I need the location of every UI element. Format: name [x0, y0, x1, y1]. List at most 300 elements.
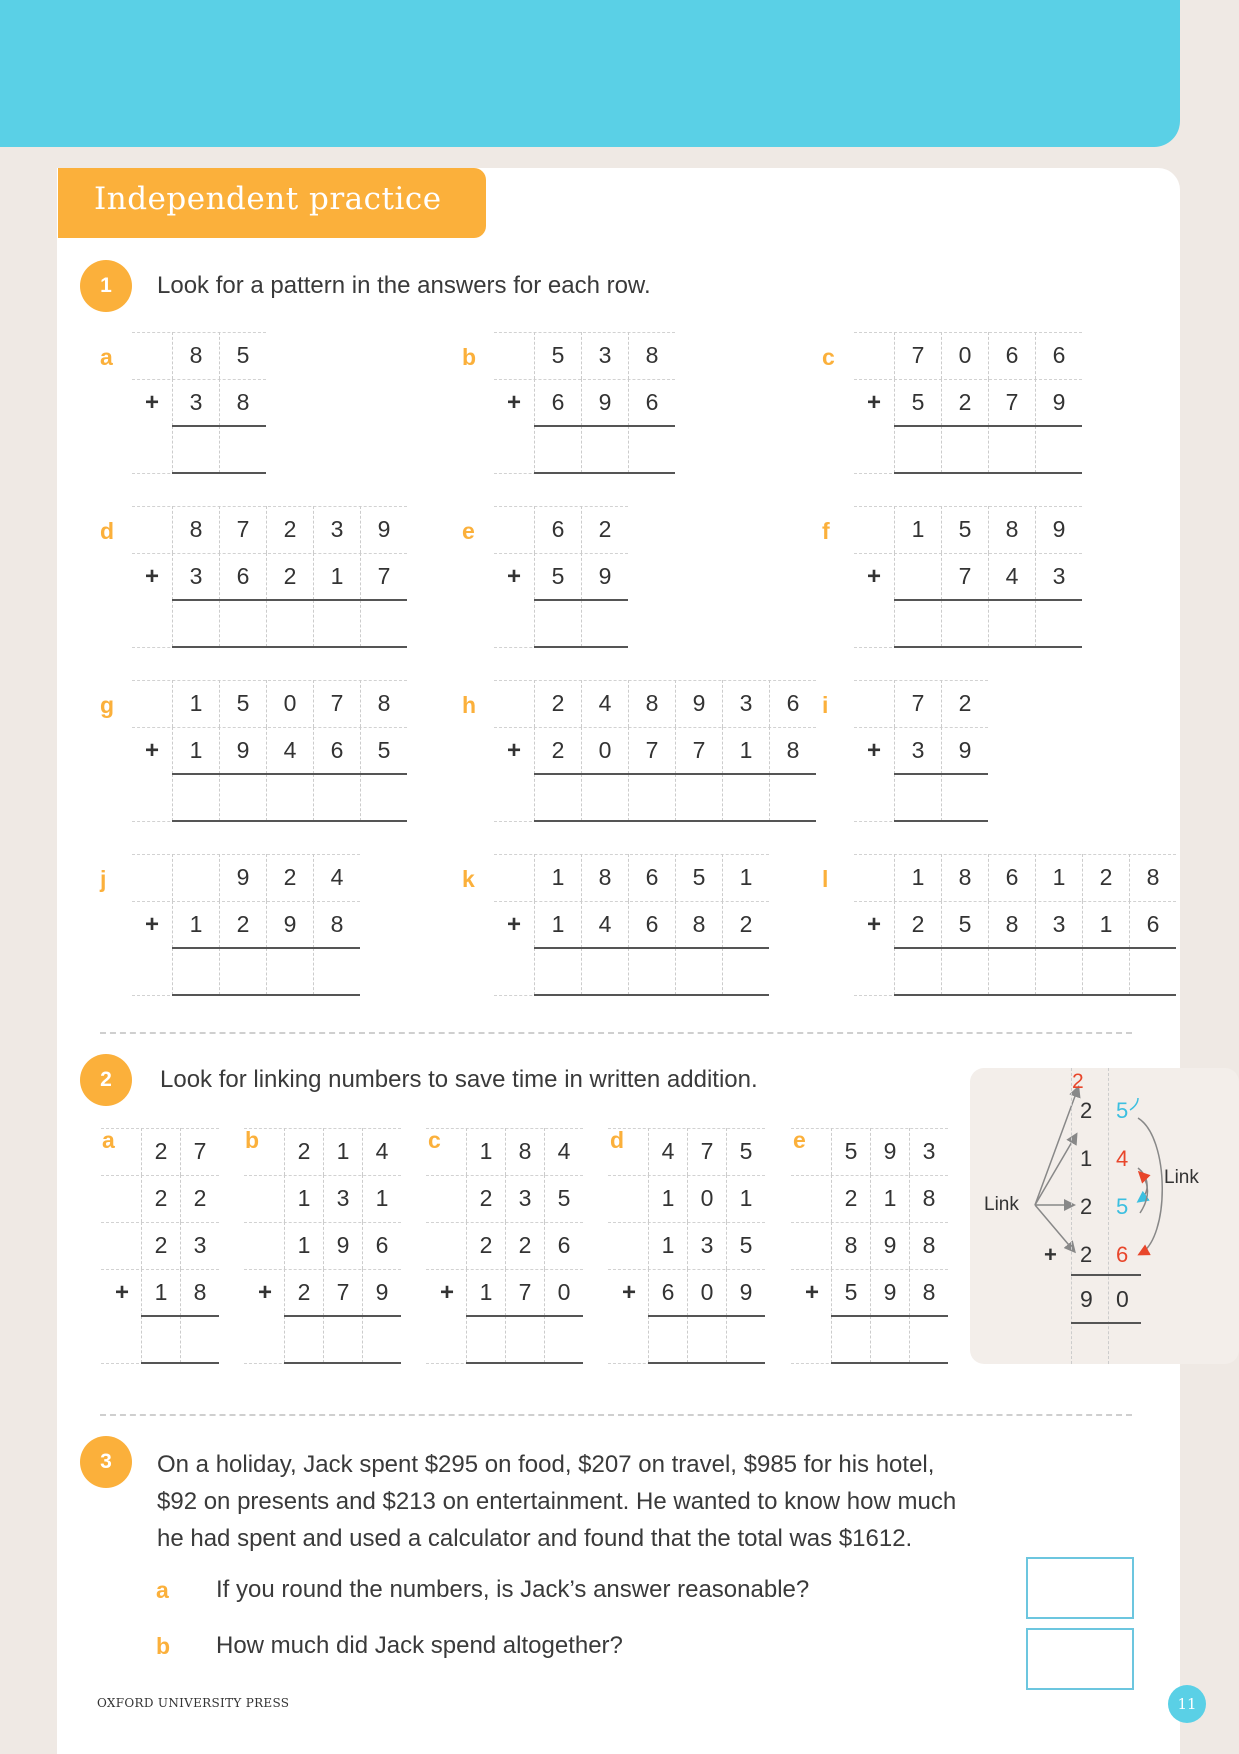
- digit-cell: 9: [581, 379, 628, 426]
- digit-cell: 3: [313, 506, 360, 553]
- plus-sign: +: [867, 736, 882, 764]
- answer-cell[interactable]: [941, 774, 988, 821]
- digit-cell: 6: [219, 553, 266, 600]
- digit-cell: 7: [988, 379, 1035, 426]
- plus-sign: +: [867, 910, 882, 938]
- answer-cell[interactable]: [180, 1316, 219, 1363]
- answer-cell[interactable]: [628, 426, 675, 473]
- digit-cell: 3: [722, 680, 769, 727]
- answer-cell[interactable]: [266, 774, 313, 821]
- digit-cell: 5: [831, 1269, 870, 1316]
- digit-cell: 4: [648, 1128, 687, 1175]
- digit-cell: 9: [581, 553, 628, 600]
- answer-cell[interactable]: [988, 426, 1035, 473]
- example-link-label-right: Link: [1164, 1167, 1199, 1188]
- digit-cell: 7: [628, 727, 675, 774]
- sum-rule: [831, 1362, 948, 1364]
- digit-cell: 7: [894, 332, 941, 379]
- digit-cell: 1: [722, 854, 769, 901]
- answer-cell[interactable]: [722, 948, 769, 995]
- digit-cell: 8: [909, 1222, 948, 1269]
- digit-cell: 9: [941, 727, 988, 774]
- digit-cell: 5: [544, 1175, 583, 1222]
- plus-sign: +: [507, 388, 522, 416]
- answer-cell[interactable]: [1035, 426, 1082, 473]
- answer-cell[interactable]: [313, 948, 360, 995]
- answer-cell[interactable]: [219, 948, 266, 995]
- sum-rule: [172, 472, 266, 474]
- problem-letter: h: [462, 692, 477, 718]
- digit-cell: 0: [544, 1269, 583, 1316]
- publisher-footer: OXFORD UNIVERSITY PRESS: [97, 1696, 290, 1710]
- question-2-text: Look for linking numbers to save time in written addition.: [160, 1066, 758, 1093]
- digit-cell: 2: [722, 901, 769, 948]
- question-2-number: 2: [80, 1054, 132, 1106]
- answer-cell[interactable]: [988, 948, 1035, 995]
- sum-rule: [831, 1315, 948, 1317]
- digit-cell: 2: [1082, 854, 1129, 901]
- digit-cell: [894, 553, 941, 600]
- sum-rule: [894, 425, 1082, 427]
- digit-cell: 2: [534, 680, 581, 727]
- answer-cell[interactable]: [466, 1316, 505, 1363]
- answer-cell[interactable]: [219, 426, 266, 473]
- digit-cell: 1: [726, 1175, 765, 1222]
- example-digit: 2: [1080, 1242, 1093, 1267]
- answer-box-b[interactable]: [1026, 1628, 1134, 1690]
- example-digit: 1: [1080, 1146, 1093, 1171]
- sum-rule: [172, 425, 266, 427]
- digit-cell: 4: [544, 1128, 583, 1175]
- digit-cell: 8: [909, 1269, 948, 1316]
- question-3-line: he had spent and used a calculator and found that the total was $1612.: [157, 1525, 913, 1552]
- digit-cell: 4: [581, 680, 628, 727]
- digit-cell: 6: [988, 332, 1035, 379]
- answer-cell[interactable]: [284, 1316, 323, 1363]
- answer-cell[interactable]: [628, 948, 675, 995]
- digit-cell: 7: [505, 1269, 544, 1316]
- digit-cell: 1: [323, 1128, 362, 1175]
- sum-rule: [534, 820, 816, 822]
- answer-cell[interactable]: [172, 426, 219, 473]
- example-digit: 5: [1116, 1098, 1129, 1123]
- digit-cell: 1: [313, 553, 360, 600]
- answer-cell[interactable]: [534, 426, 581, 473]
- example-plus-sign: +: [1044, 1242, 1057, 1267]
- answer-cell[interactable]: [831, 1316, 870, 1363]
- digit-cell: 2: [534, 727, 581, 774]
- question-1-text: Look for a pattern in the answers for each row.: [157, 272, 651, 299]
- digit-cell: 8: [941, 854, 988, 901]
- linking-example-panel: [970, 1068, 1239, 1364]
- digit-cell: 3: [581, 332, 628, 379]
- digit-cell: 1: [141, 1269, 180, 1316]
- digit-cell: 8: [988, 506, 1035, 553]
- digit-cell: 1: [284, 1222, 323, 1269]
- answer-cell[interactable]: [894, 426, 941, 473]
- digit-cell: 1: [894, 854, 941, 901]
- example-total-digit: 9: [1080, 1286, 1093, 1312]
- sum-rule: [466, 1362, 583, 1364]
- answer-cell[interactable]: [505, 1316, 544, 1363]
- sum-rule: [894, 646, 1082, 648]
- digit-cell: 5: [360, 727, 407, 774]
- answer-cell[interactable]: [266, 600, 313, 647]
- answer-cell[interactable]: [941, 426, 988, 473]
- plus-sign: +: [507, 910, 522, 938]
- sum-rule: [172, 599, 407, 601]
- digit-cell: 9: [726, 1269, 765, 1316]
- plus-sign: +: [867, 562, 882, 590]
- example-rule: [1071, 1274, 1141, 1276]
- link-arrows: [970, 1068, 1239, 1364]
- problem-letter: d: [610, 1127, 625, 1153]
- answer-cell[interactable]: [141, 1316, 180, 1363]
- digit-cell: 4: [581, 901, 628, 948]
- digit-cell: 1: [172, 901, 219, 948]
- plus-sign: +: [258, 1278, 273, 1306]
- digit-cell: 1: [1035, 854, 1082, 901]
- digit-cell: 3: [687, 1222, 726, 1269]
- digit-cell: 2: [831, 1175, 870, 1222]
- sum-rule: [894, 472, 1082, 474]
- answer-cell[interactable]: [360, 774, 407, 821]
- digit-cell: 6: [534, 506, 581, 553]
- section-divider: [100, 1032, 1132, 1034]
- sum-rule: [894, 994, 1176, 996]
- digit-cell: 6: [362, 1222, 401, 1269]
- digit-cell: 9: [219, 854, 266, 901]
- answer-cell[interactable]: [870, 1316, 909, 1363]
- answer-cell[interactable]: [172, 600, 219, 647]
- digit-cell: 1: [722, 727, 769, 774]
- answer-cell[interactable]: [534, 948, 581, 995]
- sum-rule: [284, 1362, 401, 1364]
- digit-cell: 2: [141, 1128, 180, 1175]
- answer-cell[interactable]: [941, 600, 988, 647]
- sum-rule: [534, 646, 628, 648]
- digit-cell: 6: [628, 854, 675, 901]
- digit-cell: 3: [505, 1175, 544, 1222]
- answer-cell[interactable]: [1035, 600, 1082, 647]
- sum-rule: [534, 994, 769, 996]
- digit-cell: 9: [219, 727, 266, 774]
- answer-cell[interactable]: [628, 774, 675, 821]
- digit-cell: 7: [675, 727, 722, 774]
- digit-cell: 3: [172, 379, 219, 426]
- answer-cell[interactable]: [769, 774, 816, 821]
- answer-cell[interactable]: [534, 774, 581, 821]
- digit-cell: 0: [687, 1269, 726, 1316]
- digit-cell: 1: [362, 1175, 401, 1222]
- digit-cell: 3: [323, 1175, 362, 1222]
- answer-box-a[interactable]: [1026, 1557, 1134, 1619]
- digit-cell: 2: [141, 1222, 180, 1269]
- plus-sign: +: [805, 1278, 820, 1306]
- digit-cell: 1: [466, 1269, 505, 1316]
- digit-cell: 7: [323, 1269, 362, 1316]
- digit-cell: 9: [870, 1269, 909, 1316]
- digit-cell: 0: [941, 332, 988, 379]
- question-3-line: On a holiday, Jack spent $295 on food, $207 on travel, $985 for his hotel,: [157, 1451, 935, 1478]
- digit-cell: 7: [941, 553, 988, 600]
- example-digit: 5: [1116, 1194, 1129, 1219]
- digit-cell: 5: [675, 854, 722, 901]
- digit-cell: 6: [544, 1222, 583, 1269]
- answer-cell[interactable]: [722, 774, 769, 821]
- part-b-text: How much did Jack spend altogether?: [216, 1632, 623, 1659]
- digit-cell: 8: [769, 727, 816, 774]
- digit-cell: 1: [172, 727, 219, 774]
- digit-cell: 1: [534, 854, 581, 901]
- digit-cell: 6: [534, 379, 581, 426]
- problem-letter: l: [822, 866, 829, 892]
- digit-cell: 2: [581, 506, 628, 553]
- digit-cell: 8: [505, 1128, 544, 1175]
- digit-cell: 2: [284, 1128, 323, 1175]
- sum-rule: [534, 773, 816, 775]
- digit-cell: 0: [581, 727, 628, 774]
- digit-cell: 9: [675, 680, 722, 727]
- digit-cell: 8: [172, 506, 219, 553]
- part-a-letter: a: [156, 1577, 169, 1603]
- plus-sign: +: [145, 736, 160, 764]
- answer-cell[interactable]: [581, 600, 628, 647]
- answer-cell[interactable]: [894, 600, 941, 647]
- digit-cell: 6: [313, 727, 360, 774]
- answer-cell[interactable]: [648, 1316, 687, 1363]
- example-total-digit: 0: [1116, 1286, 1129, 1312]
- answer-cell[interactable]: [534, 600, 581, 647]
- answer-cell[interactable]: [675, 774, 722, 821]
- example-carry: 2: [1072, 1070, 1084, 1093]
- sum-rule: [534, 472, 675, 474]
- digit-cell: 2: [266, 506, 313, 553]
- sum-rule: [141, 1315, 219, 1317]
- answer-cell[interactable]: [675, 948, 722, 995]
- digit-cell: 4: [362, 1128, 401, 1175]
- digit-cell: 5: [219, 680, 266, 727]
- plus-sign: +: [507, 736, 522, 764]
- answer-cell[interactable]: [988, 600, 1035, 647]
- plus-sign: +: [507, 562, 522, 590]
- digit-cell: 9: [1035, 506, 1082, 553]
- answer-cell[interactable]: [266, 948, 313, 995]
- digit-cell: 2: [941, 680, 988, 727]
- digit-cell: 2: [466, 1222, 505, 1269]
- example-digit: 6: [1116, 1242, 1129, 1267]
- digit-cell: 6: [1035, 332, 1082, 379]
- sum-rule: [172, 947, 360, 949]
- example-digit: 4: [1116, 1146, 1129, 1171]
- digit-cell: 6: [628, 379, 675, 426]
- answer-cell[interactable]: [941, 948, 988, 995]
- sum-rule: [894, 773, 988, 775]
- digit-cell: 9: [360, 506, 407, 553]
- sum-rule: [141, 1362, 219, 1364]
- answer-cell[interactable]: [172, 774, 219, 821]
- digit-cell: 5: [941, 901, 988, 948]
- problem-letter: f: [822, 518, 830, 544]
- question-3-text: [157, 1446, 956, 1557]
- digit-cell: 9: [362, 1269, 401, 1316]
- problem-letter: a: [100, 344, 113, 370]
- plus-sign: +: [440, 1278, 455, 1306]
- digit-cell: 8: [1129, 854, 1176, 901]
- question-3-line: $92 on presents and $213 on entertainment. He wanted to know how much: [157, 1488, 957, 1515]
- answer-cell[interactable]: [362, 1316, 401, 1363]
- digit-cell: 8: [675, 901, 722, 948]
- answer-cell[interactable]: [544, 1316, 583, 1363]
- digit-cell: 9: [1035, 379, 1082, 426]
- digit-cell: 5: [894, 379, 941, 426]
- question-3-number: 3: [80, 1436, 132, 1488]
- digit-cell: 2: [894, 901, 941, 948]
- problem-letter: c: [822, 344, 835, 370]
- digit-cell: 7: [313, 680, 360, 727]
- digit-cell: 8: [360, 680, 407, 727]
- digit-cell: 7: [687, 1128, 726, 1175]
- digit-cell: 2: [466, 1175, 505, 1222]
- digit-cell: 5: [726, 1128, 765, 1175]
- sum-rule: [648, 1315, 765, 1317]
- digit-cell: 5: [534, 553, 581, 600]
- digit-cell: 1: [284, 1175, 323, 1222]
- sum-rule: [172, 994, 360, 996]
- digit-cell: 3: [180, 1222, 219, 1269]
- answer-cell[interactable]: [1129, 948, 1176, 995]
- digit-cell: 8: [180, 1269, 219, 1316]
- answer-cell[interactable]: [219, 774, 266, 821]
- digit-cell: 3: [1035, 901, 1082, 948]
- digit-cell: 1: [648, 1175, 687, 1222]
- digit-cell: 6: [648, 1269, 687, 1316]
- digit-cell: 3: [1035, 553, 1082, 600]
- sum-rule: [172, 773, 407, 775]
- digit-cell: 1: [894, 506, 941, 553]
- problem-letter: j: [100, 866, 107, 892]
- sum-rule: [894, 820, 988, 822]
- digit-cell: 3: [894, 727, 941, 774]
- digit-cell: 1: [870, 1175, 909, 1222]
- digit-cell: [172, 854, 219, 901]
- sum-rule: [894, 947, 1176, 949]
- digit-cell: 1: [172, 680, 219, 727]
- problem-letter: e: [462, 518, 475, 544]
- answer-cell[interactable]: [219, 600, 266, 647]
- digit-cell: 6: [769, 680, 816, 727]
- answer-cell[interactable]: [360, 600, 407, 647]
- answer-cell[interactable]: [581, 774, 628, 821]
- answer-cell[interactable]: [313, 774, 360, 821]
- part-b-letter: b: [156, 1633, 171, 1659]
- sum-rule: [172, 646, 407, 648]
- digit-cell: 9: [266, 901, 313, 948]
- digit-cell: 7: [894, 680, 941, 727]
- digit-cell: 7: [219, 506, 266, 553]
- example-digit: 2: [1080, 1098, 1093, 1123]
- answer-cell[interactable]: [909, 1316, 948, 1363]
- sum-rule: [284, 1315, 401, 1317]
- problem-letter: k: [462, 866, 475, 892]
- digit-cell: 8: [628, 680, 675, 727]
- sum-rule: [648, 1362, 765, 1364]
- answer-cell[interactable]: [581, 948, 628, 995]
- digit-cell: 5: [534, 332, 581, 379]
- digit-cell: 5: [831, 1128, 870, 1175]
- digit-cell: 9: [870, 1128, 909, 1175]
- problem-letter: b: [462, 344, 477, 370]
- plus-sign: +: [867, 388, 882, 416]
- section-divider: [100, 1414, 1132, 1416]
- sum-rule: [534, 947, 769, 949]
- digit-cell: 3: [172, 553, 219, 600]
- digit-cell: 5: [941, 506, 988, 553]
- digit-cell: 1: [648, 1222, 687, 1269]
- digit-cell: 4: [313, 854, 360, 901]
- sum-rule: [534, 599, 628, 601]
- digit-cell: 8: [313, 901, 360, 948]
- answer-cell[interactable]: [313, 600, 360, 647]
- example-rule: [1071, 1322, 1141, 1324]
- digit-cell: 0: [266, 680, 313, 727]
- answer-cell[interactable]: [726, 1316, 765, 1363]
- problem-letter: c: [428, 1127, 441, 1153]
- digit-cell: 2: [284, 1269, 323, 1316]
- answer-cell[interactable]: [172, 948, 219, 995]
- digit-cell: 4: [988, 553, 1035, 600]
- digit-cell: 8: [581, 854, 628, 901]
- answer-cell[interactable]: [1082, 948, 1129, 995]
- plus-sign: +: [145, 910, 160, 938]
- digit-cell: 2: [180, 1175, 219, 1222]
- digit-cell: 2: [141, 1175, 180, 1222]
- plus-sign: +: [622, 1278, 637, 1306]
- sum-rule: [172, 820, 407, 822]
- digit-cell: 8: [219, 379, 266, 426]
- plus-sign: +: [115, 1278, 130, 1306]
- digit-cell: 1: [1082, 901, 1129, 948]
- problem-letter: b: [245, 1127, 260, 1153]
- sum-rule: [534, 425, 675, 427]
- example-digit: 2: [1080, 1194, 1093, 1219]
- plus-sign: +: [145, 562, 160, 590]
- sum-rule: [894, 599, 1082, 601]
- section-tab: [58, 168, 486, 238]
- digit-cell: 1: [534, 901, 581, 948]
- digit-cell: 8: [988, 901, 1035, 948]
- digit-cell: 6: [1129, 901, 1176, 948]
- digit-cell: 6: [628, 901, 675, 948]
- page-number: 11: [1168, 1685, 1206, 1723]
- question-1-number: 1: [80, 260, 132, 312]
- problem-letter: d: [100, 518, 115, 544]
- answer-cell[interactable]: [1035, 948, 1082, 995]
- sum-rule: [466, 1315, 583, 1317]
- digit-cell: 8: [172, 332, 219, 379]
- answer-cell[interactable]: [687, 1316, 726, 1363]
- digit-cell: 7: [360, 553, 407, 600]
- answer-cell[interactable]: [581, 426, 628, 473]
- answer-cell[interactable]: [894, 948, 941, 995]
- answer-cell[interactable]: [894, 774, 941, 821]
- problem-letter: i: [822, 692, 829, 718]
- answer-cell[interactable]: [323, 1316, 362, 1363]
- part-a-text: If you round the numbers, is Jack’s answer reasonable?: [216, 1576, 810, 1603]
- problem-letter: a: [102, 1127, 115, 1153]
- digit-cell: 2: [266, 854, 313, 901]
- digit-cell: 8: [628, 332, 675, 379]
